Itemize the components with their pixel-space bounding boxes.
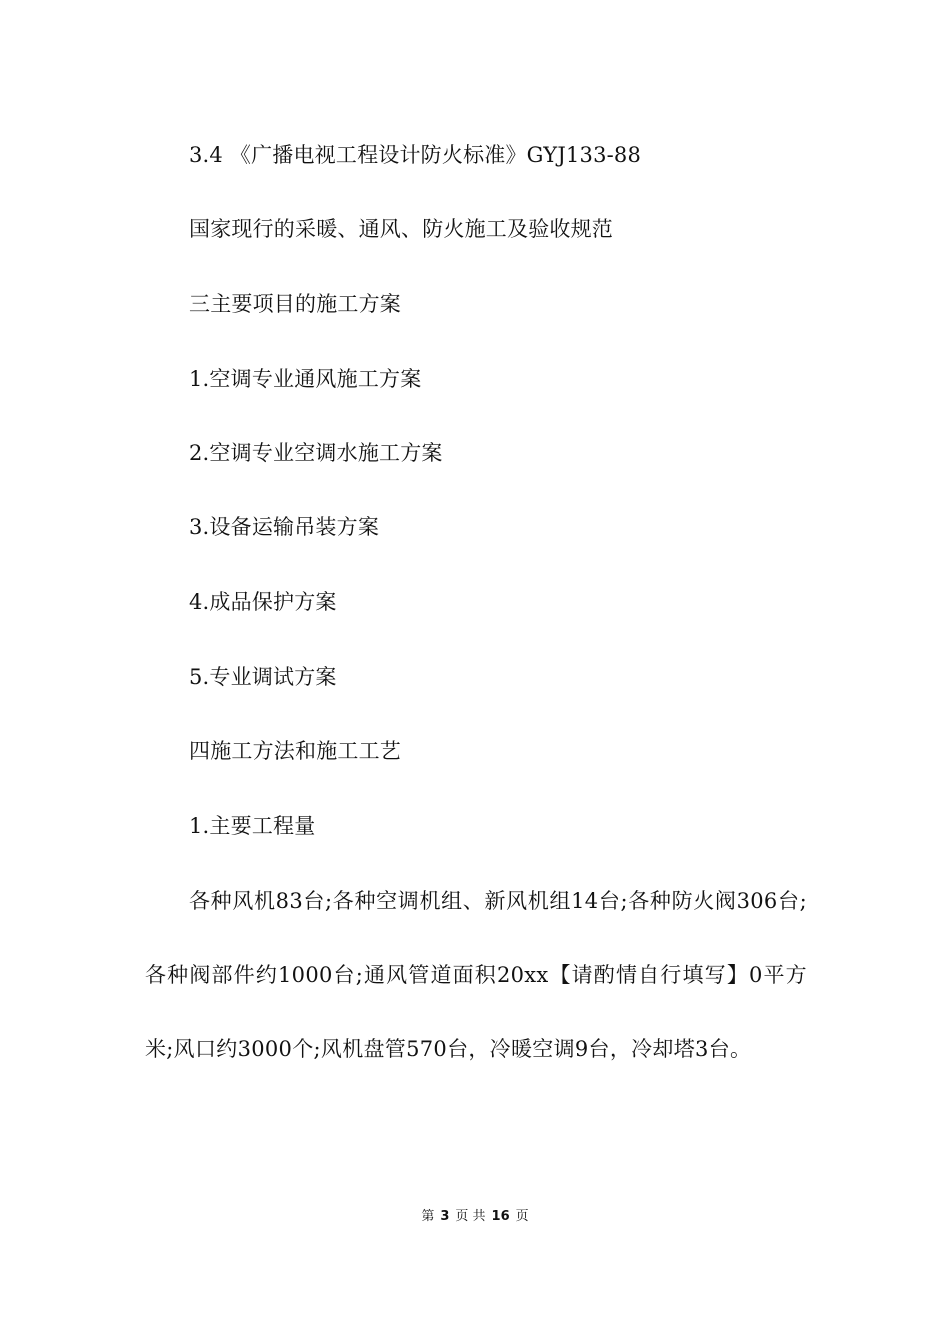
total-page-number: 16 [491, 1209, 510, 1224]
text-line-standard-3-4: 3.4 《广播电视工程设计防火标准》GYJ133-88 [189, 143, 642, 167]
list-item-3: 3.设备运输吊装方案 [189, 515, 380, 539]
footer-suffix: 页 [515, 1209, 529, 1224]
list-item-2: 2.空调专业空调水施工方案 [189, 441, 443, 465]
footer-middle: 页 共 [455, 1209, 486, 1224]
list-item-1: 1.空调专业通风施工方案 [189, 367, 422, 391]
quantities-paragraph: 各种风机83台;各种空调机组、新风机组14台;各种防火阀306台;各种阀部件约1000台;通风管道面积20xx【请酌情自行填写】0平方米;风口约3000个;风机盘管570台，冷暖空调9台，冷却塔3台。 [145, 889, 807, 1061]
list-item-4: 4.成品保护方案 [189, 590, 337, 614]
text-line-national-codes: 国家现行的采暖、通风、防火施工及验收规范 [189, 217, 613, 241]
footer-prefix: 第 [421, 1209, 435, 1224]
subsection-heading-1: 1.主要工程量 [189, 814, 316, 838]
list-item-5: 5.专业调试方案 [189, 665, 337, 689]
current-page-number: 3 [440, 1209, 450, 1224]
section-heading-4: 四施工方法和施工工艺 [189, 739, 401, 763]
section-heading-3: 三主要项目的施工方案 [189, 292, 401, 316]
page-footer [0, 1208, 950, 1226]
